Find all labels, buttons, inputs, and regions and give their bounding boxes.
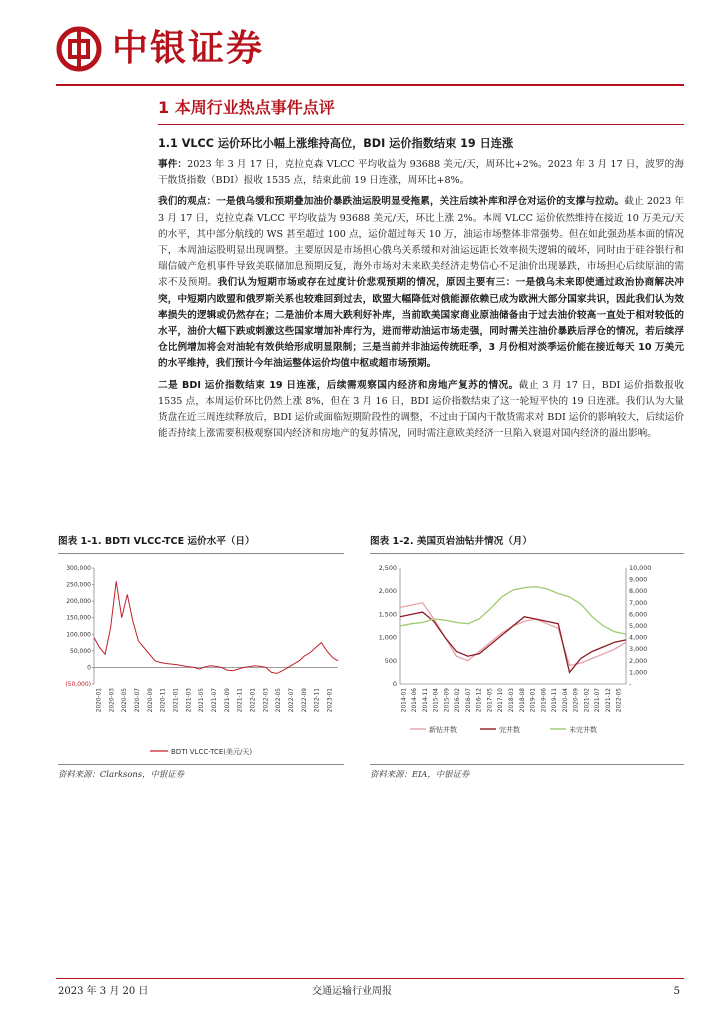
vlcc-chart (58, 554, 344, 764)
x-tick-label: 2022-05 (616, 688, 623, 713)
x-tick-label: 2020-11 (160, 688, 167, 713)
x-tick-label: 2021-12 (605, 688, 612, 713)
y-left-tick-label: 0 (392, 680, 397, 688)
x-tick-label: 2017-10 (498, 688, 505, 713)
legend-label: BDTI VLCC-TCE(美元/天) (171, 748, 253, 756)
figure-vlcc (58, 533, 344, 781)
y-right-tick-label: 1,000 (629, 668, 648, 677)
x-tick-label: 2015-09 (444, 688, 451, 713)
event-paragraph (158, 157, 684, 189)
legend-label: 完井数 (499, 726, 520, 734)
x-tick-label: 2018-08 (519, 688, 526, 713)
footer-report-name: 交通运输行业周报 (312, 986, 392, 997)
event-text: 2023 年 3 月 17 日，克拉克森 VLCC 平均收益为 93688 美元/天，周环比+2%。2023 年 3 月 17 日，波罗的海干散货指数（BDI）报收 1535 点，结束此前 19 日连涨，周环比+8%。 (158, 159, 684, 187)
x-tick-label: 2020-01 (96, 688, 103, 713)
x-tick-label: 2021-01 (173, 688, 180, 713)
series-line-vlcc (94, 581, 338, 673)
y-right-tick-label: 5,000 (629, 622, 648, 630)
y-tick-label: 100,000 (66, 631, 91, 639)
viewpoint-text: 截止 2023 年 3 月 17 日，克拉克森 VLCC 平均收益为 93688 美元/天，环比上涨 2%。本周 VLCC 运价依然维持在接近 10 万美元/天的水平，其中部分航线的 WS 甚至超过 100 点，运价超过每天 10 万，油运市场整体非常强势。但在如此强劲基本面的情况下，本周油运股明显出现调整。主要原因是市场担心俄乌关系缓和对油运远距长效率损失逻辑的破坏，同时由于硅谷银行和瑞信破产危机事件导致美联储加息预期反复，海外市场对未来欧美经济走势信心不足油价出现暴跌，市场担心后续原油的需求不及预期。 (158, 196, 685, 289)
y-right-tick-label: 9,000 (629, 575, 648, 584)
y-right-tick-label: 3,000 (629, 645, 648, 654)
y-tick-label: 250,000 (66, 581, 91, 589)
x-tick-label: 2021-07 (212, 688, 218, 713)
figure-vlcc-source: 资料来源：Clarksons，中银证券 (58, 764, 344, 781)
x-tick-label: 2020-03 (109, 688, 116, 713)
x-tick-label: 2022-09 (301, 688, 308, 713)
y-left-tick-label: 2,000 (378, 587, 397, 596)
x-tick-label: 2021-09 (224, 688, 231, 713)
x-tick-label: 2021-07 (595, 688, 602, 713)
y-left-tick-label: 500 (384, 656, 397, 665)
x-tick-label: 2016-07 (465, 688, 472, 713)
x-tick-label: 2015-04 (433, 688, 440, 713)
x-tick-label: 2019-11 (552, 688, 559, 713)
y-right-tick-label: 10,000 (629, 564, 652, 572)
event-lead: 事件： (158, 159, 188, 170)
figure-shale-source: 资料来源：EIA，中银证券 (370, 764, 684, 781)
y-left-tick-label: 1,500 (378, 610, 397, 619)
y-right-tick-label: 8,000 (629, 587, 648, 596)
viewpoint-lead: 我们的观点：一是俄乌缓和预期叠加油价暴跌油运股明显受拖累，关注后续补库和浮仓对运价的支撑与拉动。 (158, 196, 625, 208)
series-line-0 (400, 603, 626, 666)
section-divider (158, 124, 684, 125)
shale-chart (370, 554, 684, 764)
series-line-1 (400, 612, 626, 672)
x-tick-label: 2022-01 (250, 688, 257, 713)
x-tick-label: 2020-05 (122, 688, 129, 713)
x-tick-label: 2021-02 (584, 688, 591, 713)
brand-name: 中银证券 (112, 28, 265, 69)
y-right-tick-label: 7,000 (629, 598, 648, 607)
x-tick-label: 2022-05 (276, 688, 283, 713)
footer-page-number: 5 (673, 986, 680, 997)
figure-shale (370, 533, 684, 781)
footer-date: 2023 年 3 月 20 日 (58, 986, 149, 997)
x-tick-label: 2020-07 (134, 688, 141, 713)
x-tick-label: 2014-01 (401, 688, 408, 713)
y-tick-label: 300,000 (66, 565, 91, 572)
x-tick-label: 2022-03 (263, 688, 270, 713)
section-title: 1 本周行业热点事件点评 (158, 98, 335, 117)
x-tick-label: 2021-03 (186, 688, 193, 713)
report-body (158, 133, 684, 447)
y-right-tick-label: 6,000 (629, 610, 648, 619)
y-right-tick-label: - (629, 680, 632, 688)
x-tick-label: 2014-11 (422, 688, 429, 713)
x-tick-label: 2022-11 (314, 688, 321, 713)
figure-vlcc-title: 图表 1-1. BDTI VLCC-TCE 运价水平（日） (58, 536, 255, 547)
y-left-tick-label: 2,500 (378, 564, 397, 572)
y-tick-label: 0 (87, 664, 91, 672)
viewpoint-bold-text: 我们认为短期市场或存在过度计价悲观预期的情况，原因主要有三：一是俄乌未来即使通过政治协商解决冲突，中短期内欧盟和俄罗斯关系也较难回到过去，欧盟大幅降低对俄能源依赖已成为欧洲大部分国家共识，因此我们认为效率损失的逻辑或仍然存在；二是油价本周大跌利好补库，当前欧美国家商业原油储备由于过去油价较高一直处于相对较低的水平，油价大幅下跌或刺激这些国家增加补库行为，进而带动油运市场走强，同时需关注油价暴跌后浮仓的情况，若后续浮仓比例增加将会对油轮有效供给形成明显限制；三是当前并非油运传统旺季，3 月份相对淡季运价能在接近每天 10 万美元的水平维持，我们预计今年油运整体运价均值中枢或超市场预期。 (158, 277, 685, 370)
sub-section-title: 1.1 VLCC 运价环比小幅上涨维持高位，BDI 运价指数结束 19 日连涨 (158, 137, 514, 150)
legend-label: 新钻井数 (429, 726, 457, 734)
viewpoint-paragraph (158, 194, 684, 372)
x-tick-label: 2018-03 (509, 688, 515, 713)
series-line-2 (400, 587, 626, 635)
x-tick-label: 2022-07 (289, 688, 296, 713)
x-tick-label: 2020-09 (147, 688, 154, 713)
x-tick-label: 2019-06 (541, 688, 548, 713)
figure-shale-title: 图表 1-2. 美国页岩油钻井情况（月） (370, 536, 532, 547)
footer-divider (56, 978, 684, 979)
y-right-tick-label: 4,000 (629, 633, 648, 642)
header-divider (56, 84, 684, 86)
x-tick-label: 2020-09 (573, 688, 580, 713)
bdi-text: 截止 3 月 17 日，BDI 运价指数报收 1535 点，本周运价环比仍然上涨 8%，但在 3 月 16 日，BDI 运价指数结束了这一轮短平快的 19 日连涨。我们认为大量货盘在近三周连续释放后，BDI 运价或面临短期阶段性的调整，不过由于国内干散货需求对 BDI 运价的影响较大，后续运价能否持续上涨需要积极观察国内经济和房地产的复苏情况，同时需注意欧美经济一旦陷入衰退对国内经济的溢出影响。 (158, 379, 684, 440)
x-tick-label: 2016-12 (476, 688, 483, 713)
x-tick-label: 2019-01 (530, 688, 537, 713)
y-tick-label: 150,000 (66, 614, 91, 622)
bdi-lead: 二是 BDI 运价指数结束 19 日连涨，后续需观察国内经济和房地产复苏的情况。 (158, 379, 519, 391)
y-tick-label: 50,000 (70, 647, 91, 655)
bank-of-china-logo-icon (56, 26, 102, 72)
brand-logo (56, 26, 264, 72)
x-tick-label: 2014-06 (412, 688, 419, 713)
x-tick-label: 2021-11 (237, 688, 244, 713)
y-tick-label: 200,000 (66, 598, 91, 606)
x-tick-label: 2016-02 (455, 688, 462, 713)
x-tick-label: 2021-05 (199, 688, 206, 713)
x-tick-label: 2017-05 (487, 688, 494, 713)
x-tick-label: 2023-01 (327, 688, 334, 713)
y-right-tick-label: 2,000 (629, 656, 648, 665)
y-tick-label: (50,000) (65, 681, 91, 688)
bdi-paragraph (158, 378, 684, 443)
x-tick-label: 2020-04 (562, 688, 569, 713)
legend-label: 未完井数 (569, 726, 597, 734)
y-left-tick-label: 1,000 (378, 633, 397, 642)
